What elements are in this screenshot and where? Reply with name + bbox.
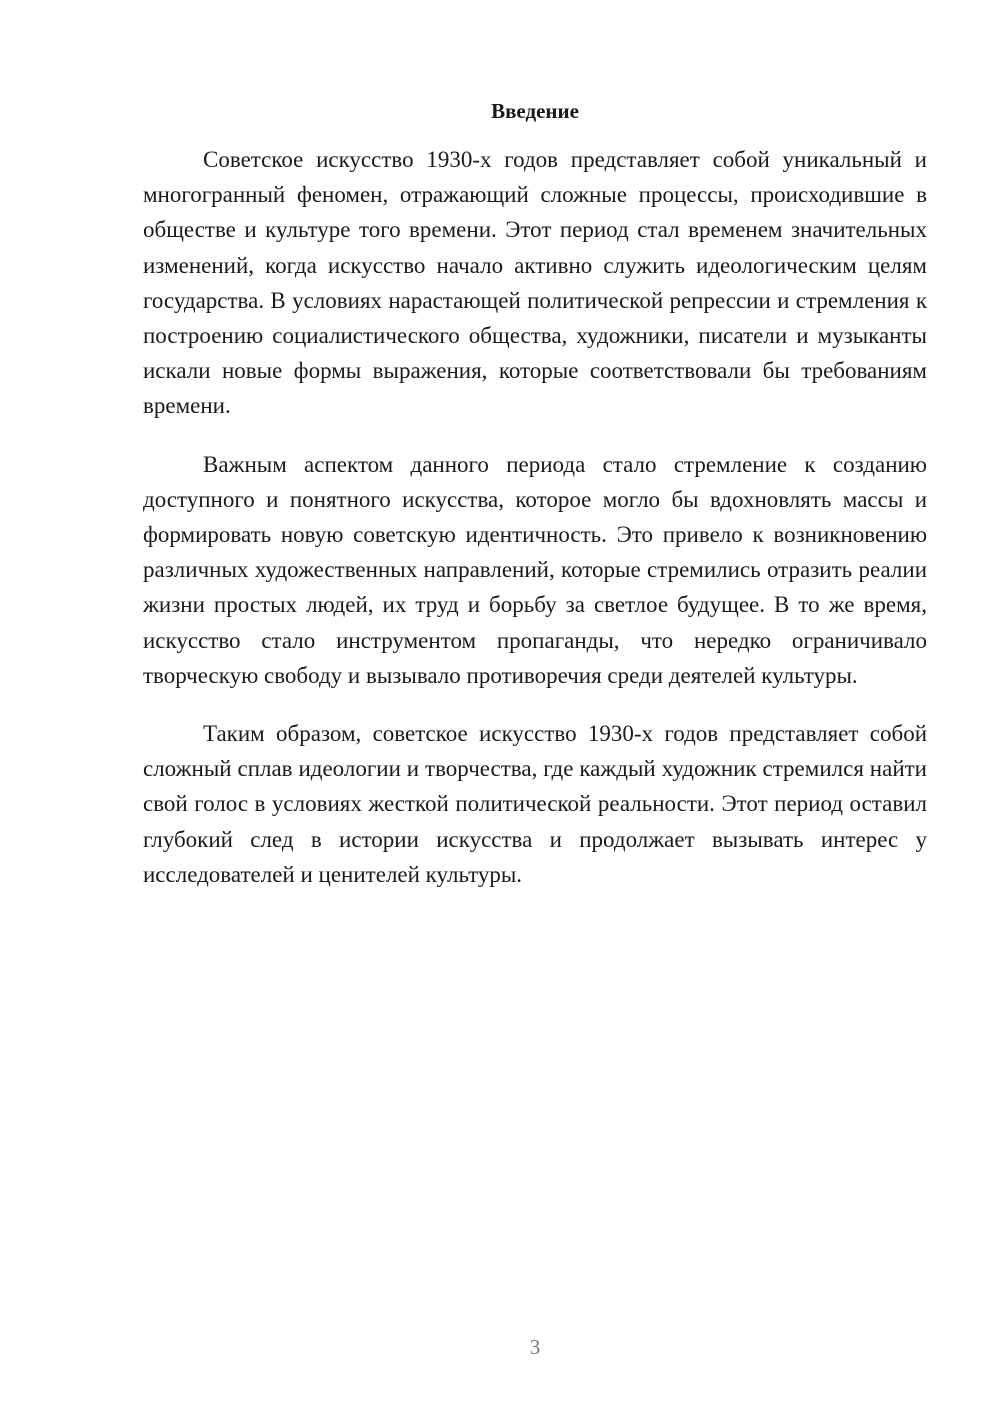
paragraph-1: Советское искусство 1930-х годов представляет собой уникальный и многогранный феномен, отражающий сложные процессы, происходившие в обществе и культуре того времени. Этот период стал временем значительных изменений, когда искусство начало активно служить идеологическим целям государства. В условиях нарастающей политической репрессии и стремления к построению социалистического общества, художники, писатели и музыканты искали новые формы выражения, которые соответствовали бы требованиям времени. (143, 147, 927, 419)
page-number: 3 (529, 1335, 541, 1359)
body-text (143, 142, 927, 915)
section-heading: Введение (491, 99, 579, 123)
paragraph-2: Важным аспектом данного периода стало стремление к созданию доступного и понятного искусства, которое могло бы вдохновлять массы и формировать новую советскую идентичность. Это привело к возникновению различных художественных направлений, которые стремились отразить реалии жизни простых людей, их труд и борьбу за светлое будущее. В то же время, искусство стало инструментом пропаганды, что нередко ограничивало творческую свободу и вызывало противоречия среди деятелей культуры. (143, 451, 927, 688)
paragraph-3: Таким образом, советское искусство 1930-х годов представляет собой сложный сплав идеологии и творчества, где каждый художник стремился найти свой голос в условиях жесткой политической реальности. Этот период оставил глубокий след в истории искусства и продолжает вызывать интерес у исследователей и ценителей культуры. (143, 721, 927, 887)
